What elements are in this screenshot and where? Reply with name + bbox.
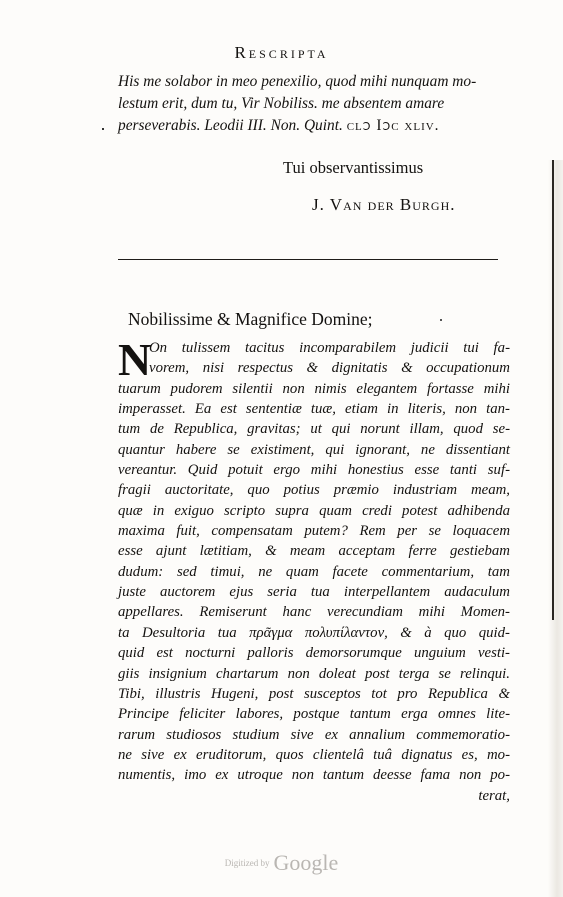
text-line: ne sive ex eruditorum, quos clientelâ tuâ dignatus es, mo-	[118, 746, 510, 763]
text-line: vereantur. Quid potuit ergo mihi honestius esse tanti suf-	[118, 462, 510, 479]
running-head: Rescripta	[234, 43, 329, 62]
text-line: tum de Republica, gravitas; ut qui norunt illam, quod se-	[118, 421, 510, 438]
salutation: Nobilissime & Magnifice Domine;	[128, 309, 373, 329]
text-line: imperasset. Ea est sententiæ tuæ, etiam in literis, non tan-	[118, 401, 510, 418]
text-line: Tibi, illustris Hugeni, post susceptos tot pro Republica &	[118, 685, 510, 702]
text-line: On tulissem tacitus incomparabilem judicii tui fa-	[149, 340, 510, 356]
text-line: esse ajunt lætitiam, & meam acceptam ferre gestiebam	[118, 543, 510, 560]
text-line: quid est nocturni palloris demorsorumque unguium vesti-	[118, 645, 510, 662]
text-line: quantur habere se existiment, qui ignorant, ne dissentiant	[118, 441, 510, 458]
text-line: dudum: sed timui, ne quam facete commentarium, tam	[118, 563, 510, 580]
signature: J. Van der Burgh.	[312, 195, 456, 214]
text-line: giis insignium chartarum non doleat post terga se relinqui.	[118, 665, 510, 682]
ink-speck	[102, 128, 104, 130]
text-line: maxima fuit, compensatam putem? Rem per se loquacem	[118, 523, 510, 540]
digitization-watermark	[0, 850, 563, 876]
text-line: juste auctorem ejus seria tua interpellantem audaculum	[118, 584, 510, 601]
text-line: lestum erit, dum tu, Vir Nobiliss. me absentem amare	[118, 95, 445, 112]
watermark-prefix: Digitized by	[224, 858, 270, 868]
text-line: Principe feliciter labores, postque tantum erga omnes lite-	[118, 706, 510, 723]
text-line: ta Desultoria tua πρᾶγμα πολυπίλαντον, & à quo quid-	[118, 624, 510, 641]
drop-cap: N	[118, 334, 152, 385]
letter-body	[118, 334, 510, 806]
google-logo: Google	[273, 850, 339, 875]
section-divider	[118, 259, 498, 260]
text-line: appellares. Remiserunt hanc verecundiam mihi Momen-	[118, 604, 510, 621]
text-line: rarum studiosos studium sive ex annalium commemoratio-	[118, 726, 510, 743]
previous-letter-ending	[118, 71, 488, 137]
date-numeral: clↄ Iↄc xliv.	[346, 117, 440, 134]
text-line: quæ in exiguo scripto supra quam credi potest adhibenda	[118, 502, 510, 519]
text-line: tuarum pudorem silentii non nimis elegantem fortasse mihi	[118, 380, 510, 397]
page-edge-shadow	[548, 160, 563, 897]
catchword: terat,	[478, 787, 510, 804]
page-edge-line	[552, 160, 554, 620]
text-line: vorem, nisi respectus & dignitatis & occupationum	[149, 360, 510, 377]
date-line: perseverabis. Leodii III. Non. Quint.	[118, 117, 343, 134]
text-line	[118, 115, 488, 137]
ink-speck	[440, 319, 442, 321]
closing-formula: Tui observantissimus	[283, 158, 424, 177]
text-line: His me solabor in meo penexilio, quod mihi nunquam mo-	[118, 73, 477, 90]
text-line: numentis, imo ex utroque non tantum deesse fama non po-	[118, 767, 510, 784]
text-line: fragii auctoritate, quo potius præmio industriam meam,	[118, 482, 510, 499]
